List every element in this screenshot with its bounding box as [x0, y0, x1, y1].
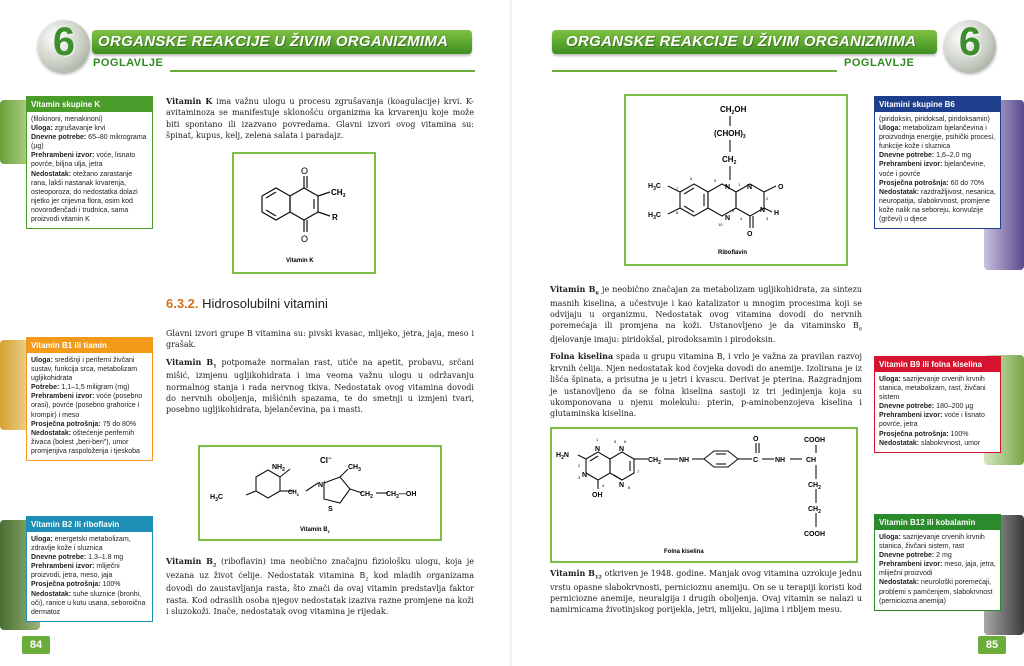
sidebox-row: Uloga: sazrijevanje crvenih krvnih stanica, živčani sistem, rast: [879, 534, 985, 551]
figure-riboflavin: [624, 94, 848, 266]
label-cooh: COOH: [804, 437, 825, 444]
sidebox-vitamin-b6: [874, 96, 1001, 229]
ring-number: 10: [718, 222, 723, 227]
sidebox-body: [27, 112, 152, 228]
label-s: S: [328, 506, 333, 513]
sidebox-body: [875, 372, 1000, 452]
ring-number: 8: [628, 485, 631, 490]
sidebox-body: [875, 530, 1000, 610]
label-ch2-oh: $CH_2—OH$: [386, 491, 417, 500]
chapter-label: POGLAVLJE: [844, 57, 915, 69]
sidebox-row: Uloga: energetski metabolizam, zdravlje kože i sluznica: [31, 536, 131, 553]
label-h3c: $H_3C$: [210, 494, 223, 503]
section-heading: 6.3.2. Hidrosolubilni vitamini: [166, 296, 328, 311]
ring-number: 2: [578, 463, 581, 468]
paragraph-vitamin-k: Vitamin K ima važnu ulogu u procesu zgrušavanja (koagulacije) krvi. K-avitaminoza se manifestuje sklonošću organizma ka krvarenju koje može biti spontano ili izazvano povredama. Glavni izvori ovog vitamina su: špinat, kupus, kelj, zelena salata i paradajz.: [166, 96, 474, 141]
figure-vitamin-k: [232, 152, 376, 274]
figure-caption: Vitamin K: [286, 258, 314, 264]
sidebox-body: [27, 353, 152, 460]
sidebox-intro: (piridoksin, piridoksal, piridoksamin): [879, 116, 990, 123]
sidebox-row: Dnevne potrebe: 180–200 µg: [879, 403, 974, 411]
label-r: R: [332, 213, 338, 222]
ring-number: 6: [624, 439, 627, 444]
ring-number: 7: [637, 469, 640, 474]
label-o: O: [778, 184, 784, 191]
label-n: N: [760, 207, 766, 214]
sidebox-row: Uloga: metabolizam bjelančevina i proizvodnja energije, psihički procesi, funkcije kože i sluznica: [879, 125, 995, 151]
sidebox-row: Prehrambeni izvor: bjelančevine, voće i povrće: [879, 161, 986, 178]
sidebox-title: Vitamin B2 ili riboflavin: [27, 517, 152, 532]
sidebox-vitamin-b9: [874, 356, 1001, 453]
ring-number: 1: [738, 182, 741, 187]
sidebox-row: Prehrambeni izvor: voće (posebno orasi), povrće (posebno grahorice i krompir) i meso: [31, 393, 143, 419]
label-nh2: $NH_2$: [272, 464, 285, 473]
sidebox-title: Vitamin B1 ili tiamin: [27, 338, 152, 353]
sidebox-row: Dnevne potrebe: 1,6–2,0 mg: [879, 152, 972, 160]
label-n-plus: N+: [318, 480, 326, 489]
sidebox-row: Prosječna potrošnja: 100%: [879, 430, 969, 438]
sidebox-row: Prosječna potrošnja: 60 do 70%: [879, 179, 985, 187]
label-ch3: $CH_3$: [331, 188, 346, 199]
page-number: 84: [22, 636, 50, 654]
label-o: O: [747, 231, 753, 238]
sidebox-row: Nedostatak: oštećenje perifernih živaca (bolest „beri-beri"), umor promjenjiva raspoloženja i tjeskoba: [31, 429, 140, 455]
paragraph-vitamin-b2: Vitamin $B_2$ (riboflavin) ima neobično značajnu fiziološku ulogu, koja je vezana uz život ćelije. Nedostatak vitamina $B_2$ kod mladih organizama dovodi do zaustavljanja rasta, što znači da ovaj vitamin predstavlja faktor rasta. Kod odraslih osoba njegov nedostatak izaziva razne promjene na koži i sluzokoži. Inače, nedostatak ovog vitamina je rijedak.: [166, 556, 474, 617]
sidebox-vitamin-k: [26, 96, 153, 229]
paragraph-vitamin-b6: Vitamin $B_6$ je neobično značajan za metabolizam ugljikohidrata, za sintezu masnih kiselina, a učestvuje i kao katalizator u mnogim procesima koji se odvijaju u organizmu. Nedostatak ovog vitamina dovodi do nervnih poremećaja ili promjena na koži. Ustanovljeno je da vitaminsko $B_6$ djelovanje imaju: piridokšal, pirodoksamin i pirodoksin. Folna kiselina spada u grupu vitamina B, i vrlo je važna za pravilan razvoj krvnih ćelija. Njen nedostatak kod čovjeka dovodi do anemije. Izolirana je iz lišća špinata, a prisutna je u jetri i kvascu. Derivat je pterina. Razgradnjom je ustanovljeno da se folna kiselina sastoji iz tri jedinjenja koja su ukomponovana u njenu molekulu: pterin, p-aminobenzojeva kiselina i glutaminska kiselina.: [550, 284, 862, 419]
label-ch2: $CH_2$: [808, 482, 821, 491]
figure-vitamin-b1: [198, 445, 442, 541]
label-ch2oh: $CH_2OH$: [720, 105, 747, 116]
label-o: O: [753, 436, 759, 443]
sidebox-row: Nedostatak: razdražljivost, nesanica, neuropatija, slabokrvnost, promjene kože nalik na seboreju, konvulzije (grčevi) u djece: [879, 188, 996, 224]
sidebox-row: Prosječna potrošnja: 75 do 80%: [31, 420, 137, 428]
label-c: C: [753, 457, 759, 464]
chapter-title-bar: [552, 30, 937, 54]
ring-number: 4: [740, 216, 743, 221]
figure-caption: Folna kiselina: [664, 549, 704, 555]
ring-number: 8: [676, 210, 679, 215]
figure-folic-acid: [550, 427, 858, 563]
chapter-label: POGLAVLJE: [93, 57, 164, 69]
sidebox-row: Prehrambeni izvor: voće i lisnato povrće, jetra: [879, 412, 985, 429]
label-n: N: [595, 446, 601, 453]
ring-number: 7: [676, 186, 679, 191]
label-ch3: $CH_3$: [348, 464, 361, 473]
label-n: N: [725, 215, 731, 222]
sidebox-body: [27, 532, 152, 621]
label-n: N: [747, 184, 753, 191]
label-h3c: $H_3C$: [648, 183, 661, 192]
chapter-badge: 6: [38, 20, 90, 72]
label-ch2-bridge: $CH_2$: [288, 490, 299, 497]
sidebox-row: Dnevne potrebe: 1.3–1.8 mg: [31, 554, 124, 562]
sidebox-row: Dnevne potrebe: 65–80 mikrograma (µg): [31, 134, 147, 151]
ring-number: 5: [732, 208, 735, 213]
sidebox-row: Prosječna potrošnja: 100%: [31, 581, 121, 589]
sidebox-row: Prehrambeni izvor: meso, jaja, jetra, mliječni proizvodi: [879, 561, 996, 578]
ring-number: 3: [578, 475, 581, 480]
sidebox-row: Prehrambeni izvor: voće, lisnato povrće, biljna ulja, jetra: [31, 152, 136, 169]
sidebox-row: Prehrambeni izvor: mliječni proizvodi, jetra, meso, jaja: [31, 563, 120, 580]
sidebox-body: [875, 112, 1000, 228]
label-nh: NH: [775, 457, 786, 464]
sidebox-title: Vitamin B12 ili kobalamin: [875, 515, 1000, 530]
sidebox-row: Nedostatak: neurološki poremećaji, problemi s pamćenjem, slabokrvnost (perniciozna anemija): [879, 579, 993, 605]
sidebox-row: Uloga: zgrušavanje krvi: [31, 125, 106, 133]
label-n: N: [619, 482, 625, 489]
sidebox-row: Uloga: sazrijevanje crvenih krvnih stanica, metabolizam, rast, živčani sistem: [879, 376, 986, 402]
label-choh: $(CHOH)_3$: [714, 129, 746, 140]
header-rule: [170, 70, 475, 72]
label-ch2: $CH_2$: [722, 155, 737, 166]
label-ch2: $CH_2$: [648, 457, 661, 466]
label-cl: Cl−: [320, 456, 332, 465]
ring-number: 9: [714, 178, 717, 183]
page-right: [512, 0, 1024, 666]
label-cooh: COOH: [804, 531, 825, 538]
chapter-title: ORGANSKE REAKCIJE U ŽIVIM ORGANIZMIMA: [566, 33, 917, 50]
sidebox-row: Nedostatak: otežano zarastanje rana, lakši nastanak krvarenja, osteoporoza; do nedostatka dolazi rijetko jer crijevna flora, osim kod novorođenčadi i trudnica, sama proizvodi vitamin K: [31, 170, 138, 224]
sidebox-vitamin-b2: [26, 516, 153, 622]
ring-number: 2: [766, 196, 769, 201]
label-o-top: O: [301, 166, 309, 176]
sidebox-intro: (filokinoni, menakinoni): [31, 116, 103, 123]
paragraph-b-group: Glavni izvori grupe B vitamina su: pivski kvasac, mlijeko, jetra, jaja, meso i grašak. Vitamin $B_1$ potpomaže normalan rast, utiče na apetit, probavu, srčani mišić, izmjenu ugljikohidrata i ima veoma važnu ulogu u održavanju normalnog stanja i rada nervnog tkiva. Nedostatak ovog vitamina dovodi do nervnih oboljenja, mišićnih spazama, te do smetnji u izmjeni tvari, posebno ugljikohidrata, bjelančevina, pa i masti.: [166, 329, 474, 415]
ring-number: 1: [596, 437, 599, 442]
sidebox-row: Uloga: središnji i periferni živčani sustav, funkcija srca, metabolizam ugljikohidrata: [31, 357, 138, 383]
ring-number: 6: [690, 176, 693, 181]
sidebox-vitamin-b12: [874, 514, 1001, 611]
label-h: H: [774, 210, 780, 217]
sidebox-vitamin-b1: [26, 337, 153, 461]
sidebox-title: Vitamin B9 ili folna kiselina: [875, 357, 1000, 372]
label-n: N: [582, 472, 588, 479]
label-ch: CH: [806, 457, 817, 464]
sidebox-title: Vitamini skupine B6: [875, 97, 1000, 112]
sidebox-row: Potrebe: 1,1–1,5 miligram (mg): [31, 384, 130, 392]
ring-number: 5: [614, 439, 617, 444]
figure-caption: Riboflavin: [718, 250, 748, 256]
chapter-badge: 6: [944, 20, 996, 72]
paragraph-vitamin-b12: Vitamin $B_{12}$ otkriven je 1948. godine. Manjak ovog vitamina uzrokuje jednu vrstu opasne slabokrvnosti, pernicioznu anemiju. On se u terapiji koristi kod perniciozne anemije, neuralgija i drugih oboljenja. Ovaj vitamin se nalazi u namirnicama životinjskog porijekla, jetri, mlijeku, jajima i ribljem mesu.: [550, 568, 862, 615]
ring-number: 4: [602, 483, 605, 488]
label-h2n: $H_2N$: [556, 452, 569, 461]
page-number: 85: [978, 636, 1006, 654]
label-o-bottom: O: [301, 234, 309, 244]
header-rule: [552, 70, 837, 72]
sidebox-row: Nedostatak: suhe sluznice (bronhi, oči), ranice u kutu usana, seboroična dermatoz: [31, 590, 146, 616]
label-ch2: $CH_2$: [808, 506, 821, 515]
sidebox-title: Vitamin skupine K: [27, 97, 152, 112]
sidebox-row: Dnevne potrebe: 2 mg: [879, 552, 952, 560]
sidebox-row: Nedostatak: slabokrvnost, umor: [879, 439, 981, 447]
label-h3c: $H_3C$: [648, 212, 661, 221]
figure-caption: Vitamin $B_1$: [300, 527, 330, 534]
chapter-title-bar: [92, 30, 472, 54]
label-oh: OH: [592, 492, 603, 499]
label-n: N: [619, 446, 625, 453]
label-n: N: [725, 184, 731, 191]
label-nh: NH: [679, 457, 690, 464]
ring-number: 3: [766, 216, 769, 221]
chapter-title: ORGANSKE REAKCIJE U ŽIVIM ORGANIZMIMA: [98, 33, 449, 50]
label-ch2-chain: $CH_2$: [360, 491, 373, 500]
